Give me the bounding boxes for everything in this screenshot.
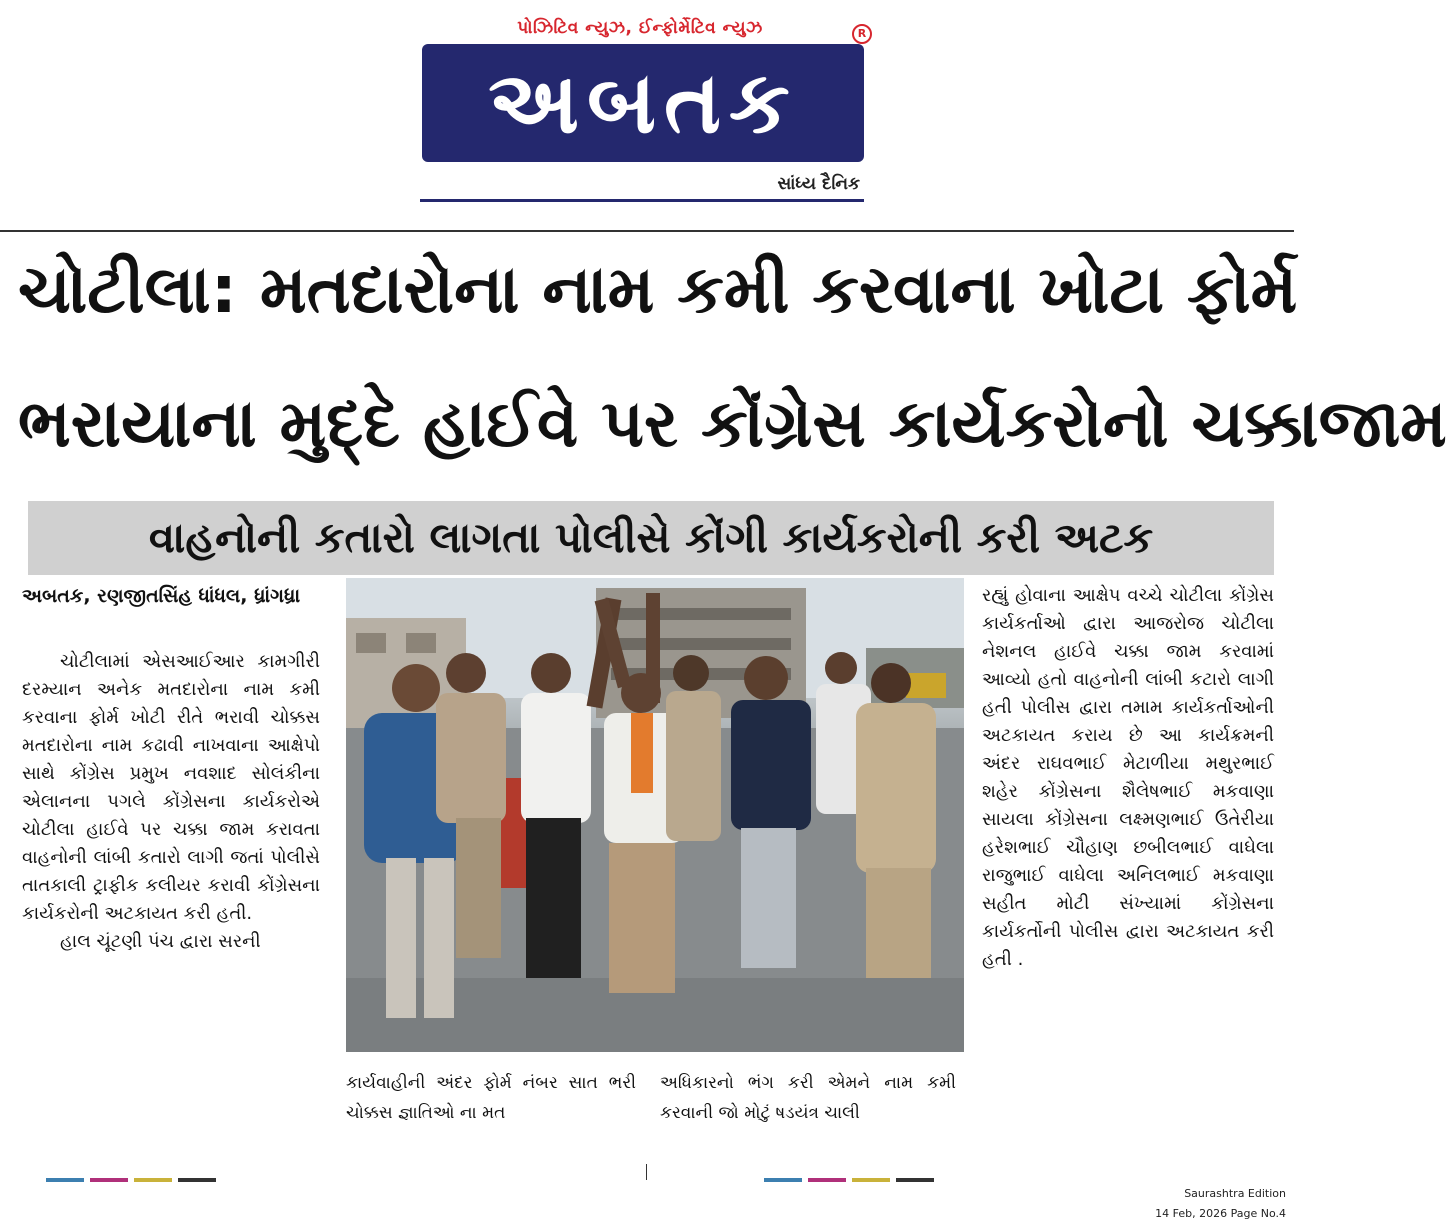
byline: અબતક, રણજીતસિંહ ધાંધલ, ધ્રાંગધ્રા — [22, 585, 301, 607]
newspaper-logo: અબતક — [422, 44, 864, 162]
color-swatch — [896, 1178, 934, 1182]
article-paragraph: ચોટીલામાં એસઆઈઆર કામગીરી દરમ્યાન અનેક મતદારોના નામ કમી કરવાના ફોર્મ ખોટી રીતે ભરાવી ચોક્કસ મતદારોના નામ કઢાવી નાખવાના આક્ષેપો સાથે કોંગ્રેસ પ્રમુખ નવશાદ સોલંકીના એલાનના પગલે કોંગ્રેસના કાર્યકરોએ ચોટીલા હાઈવે પર ચક્કા જામ કરાવતા વાહનોની લાંબી કતારો લાગી જતાં પોલીસે તાતકાલી ટ્રાફીક કલીયર કરાવી કોંગ્રેસના કાર્યકરોની અટકાયત કરી હતી. — [22, 651, 320, 924]
masthead-tagline: પોઝિટિવ ન્યુઝ, ઈન્ફોર્મેટિવ ન્યુઝ — [517, 18, 763, 38]
edition-type-label: સાંધ્ય દૈનિક — [777, 174, 860, 194]
headline-line-2: ભરાયાના મુદ્દે હાઈવે પર કોંગ્રેસ કાર્યકરોનો ચક્કાજામ — [18, 385, 1447, 462]
headline-line-1: ચોટીલા: મતદારોના નામ કમી કરવાના ખોટા ફોર્મ — [18, 251, 1298, 328]
color-swatch — [90, 1178, 128, 1182]
color-swatch — [852, 1178, 890, 1182]
page-divider — [0, 230, 1294, 232]
color-swatch — [764, 1178, 802, 1182]
color-swatch — [134, 1178, 172, 1182]
color-swatch — [46, 1178, 84, 1182]
news-photo — [346, 578, 964, 1052]
footer-edition: Saurashtra Edition — [1184, 1187, 1286, 1200]
article-column-mid-b: અધિકારનો ભંગ કરી એમને નામ કમી કરવાની જો મોટું ષડયંત્ર ચાલી — [660, 1073, 956, 1123]
article-paragraph: હાલ ચૂંટણી પંચ દ્વારા સરની — [60, 931, 261, 952]
subheadline: વાહનોની કતારો લાગતા પોલીસે કોંગી કાર્યકરોની કરી અટક — [148, 513, 1154, 562]
column-divider — [646, 1164, 647, 1180]
article-column-left — [22, 648, 320, 956]
color-swatch — [808, 1178, 846, 1182]
protest-photo-illustration — [346, 578, 964, 1052]
color-swatch — [178, 1178, 216, 1182]
article-column-mid-a: કાર્યવાહીની અંદર ફોર્મ નંબર સાત ભરી ચોક્કસ જ્ઞાતિઓ ના મત — [346, 1073, 636, 1123]
registered-trademark-icon: R — [852, 24, 872, 44]
masthead-underline — [420, 199, 864, 202]
article-column-right: રહ્યું હોવાના આક્ષેપ વચ્ચે ચોટીલા કોંગ્રેસ કાર્યકર્તાઓ દ્વારા આજરોજ ચોટીલા નેશનલ હાઈવે ચક્કા જામ કરવામાં આવ્યો હતો વાહનોની લાંબી કટારો લાગી હતી પોલીસ દ્વારા તમામ કાર્યકર્તાઓની અટકાયત કરાય છે આ કાર્યક્રમની અંદર રાઘવભાઈ મેટાળીયા મથુરભાઈ શહેર કોંગ્રેસના શૈલેષભાઈ મકવાણા સાયલા કોંગ્રેસના લક્ષ્મણભાઈ ઉતેરીયા હરેશભાઈ ચૌહાણ છબીલભાઈ વાઘેલા રાજુભાઈ વાઘેલા અનિલભાઈ મકવાણા સહીત મોટી સંખ્યામાં કોંગ્રેસના કાર્યકર્તોની પોલીસ દ્વારા અટકાયત કરી હતી . — [982, 585, 1274, 970]
footer-date-page: 14 Feb, 2026 Page No.4 — [1155, 1207, 1286, 1220]
